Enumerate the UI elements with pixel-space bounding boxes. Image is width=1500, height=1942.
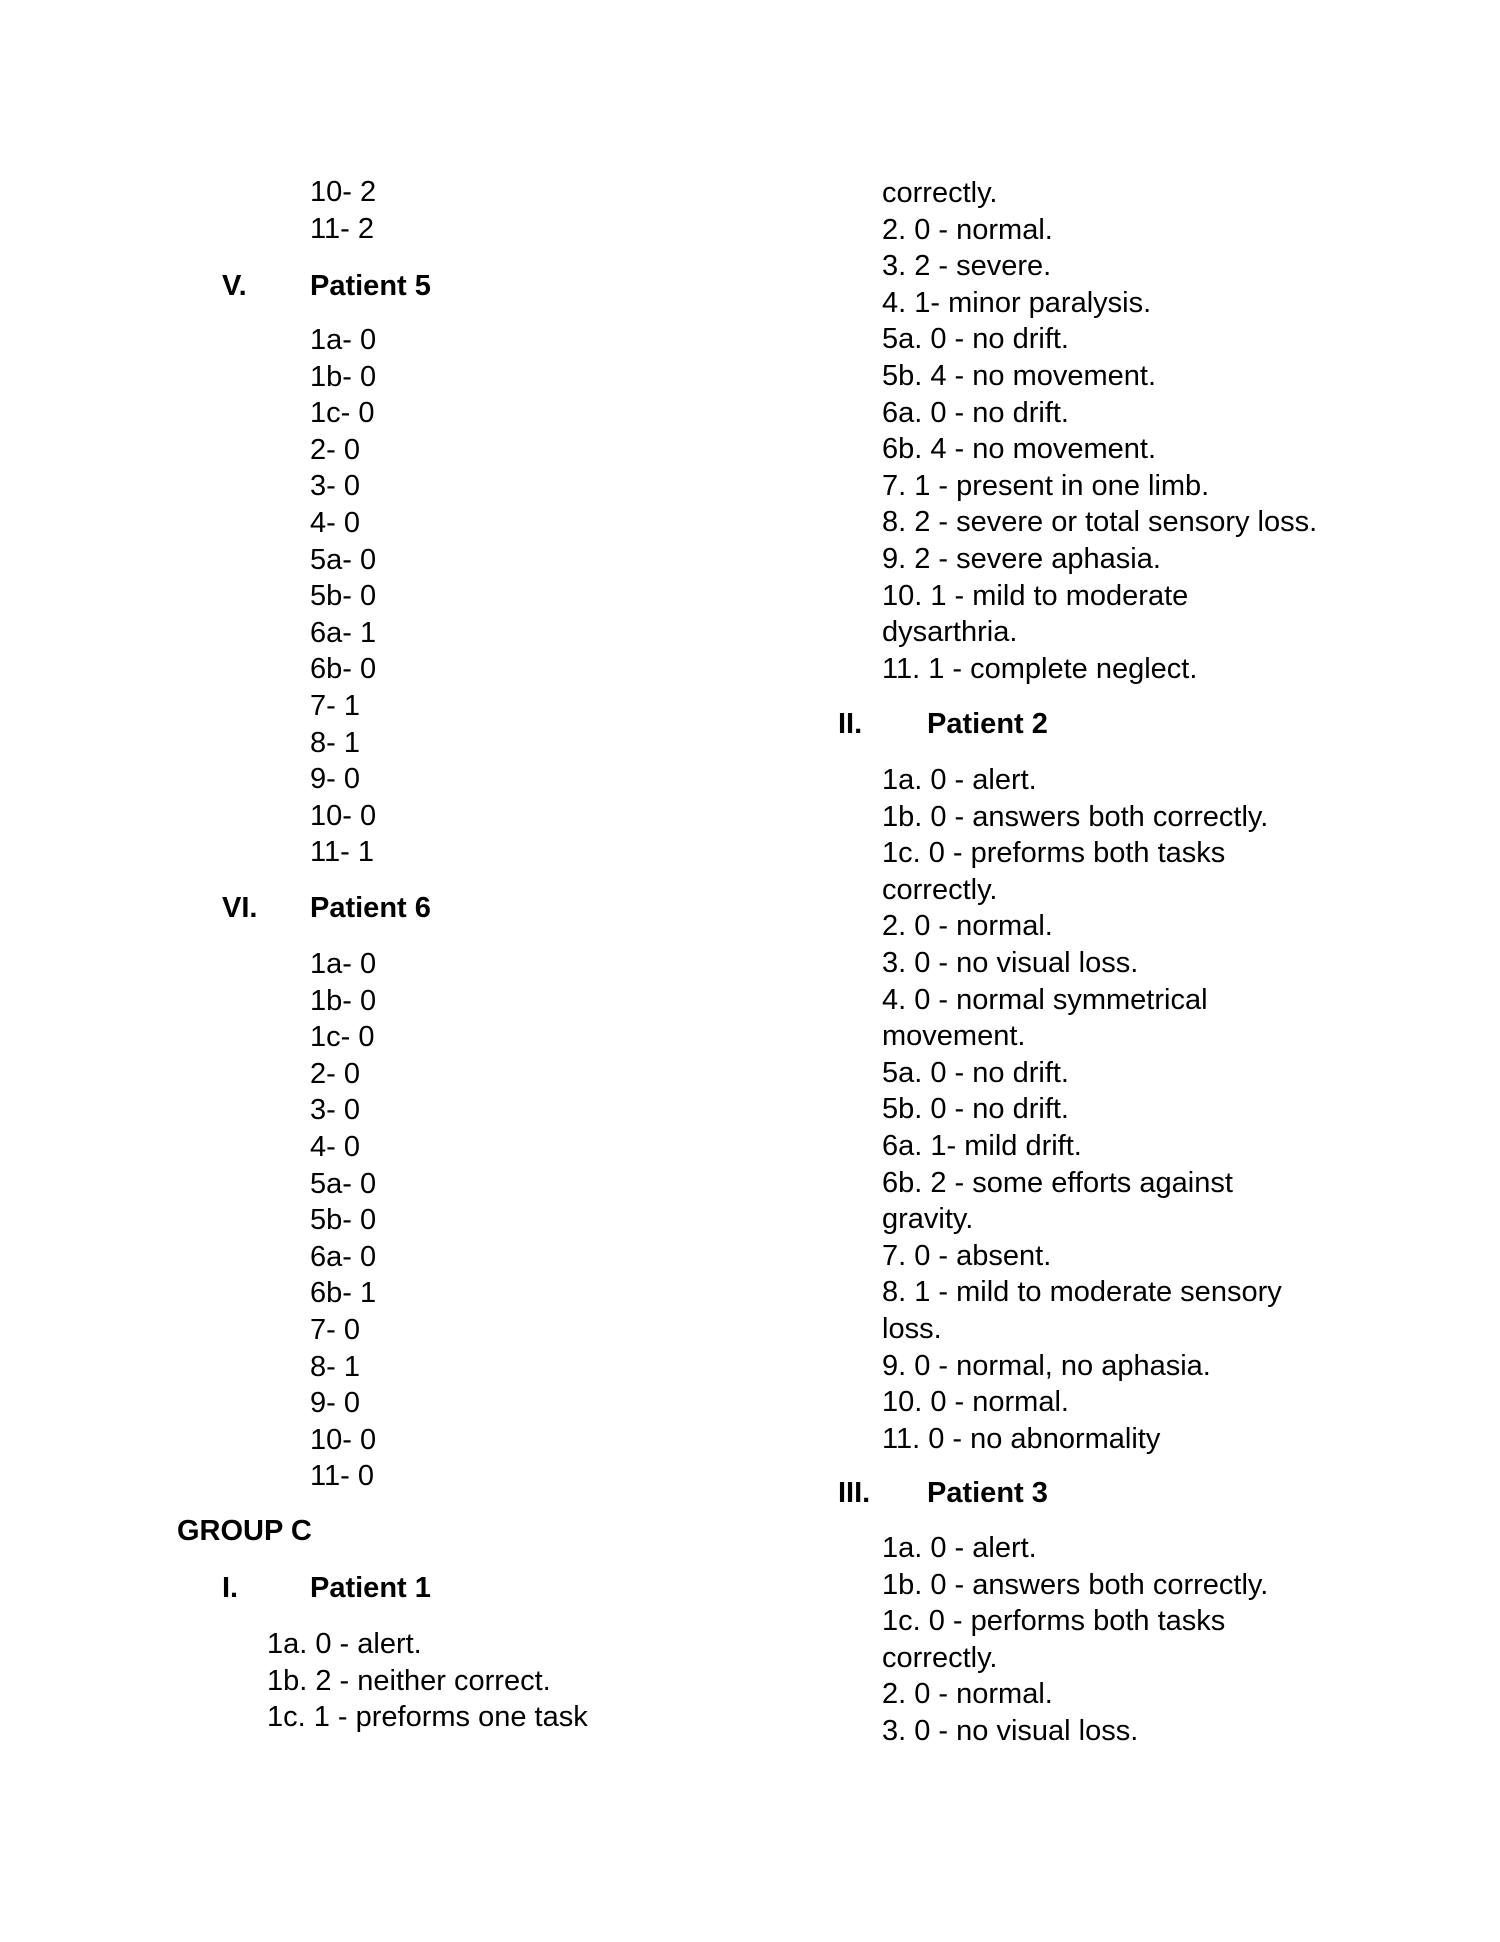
score-line: 6a. 1- mild drift.: [882, 1129, 1082, 1162]
score-item: 6a- 0: [310, 1240, 377, 1273]
score-line: correctly.: [882, 1641, 998, 1674]
section-numeral: VI.: [222, 892, 258, 924]
score-line: 1c. 0 - performs both tasks: [882, 1605, 1226, 1638]
score-item: 8- 1: [310, 726, 360, 759]
group-c-patient-2-score-list: [882, 762, 1282, 1457]
score-item: 3- 0: [310, 470, 360, 503]
score-item: 2- 0: [310, 1057, 360, 1090]
score-item: 6b- 0: [310, 653, 377, 686]
section-numeral: III.: [838, 1477, 871, 1509]
score-line: 6a. 0 - no drift.: [882, 396, 1069, 429]
score-line: 6b. 4 - no movement.: [882, 433, 1157, 466]
group-c-patient-1-score-list: [267, 1626, 588, 1736]
score-line: gravity.: [882, 1203, 974, 1236]
group-heading: GROUP C: [177, 1515, 312, 1547]
score-item: 9- 0: [310, 1387, 360, 1420]
score-item: 1b- 0: [310, 360, 377, 393]
score-line: 9. 2 - severe aphasia.: [882, 542, 1161, 575]
score-item: 11- 1: [310, 836, 374, 869]
score-line: 2. 0 - normal.: [882, 213, 1053, 246]
score-line: 4. 0 - normal symmetrical: [882, 983, 1208, 1016]
score-item: 5b- 0: [310, 1204, 377, 1237]
score-item: 7- 1: [310, 689, 360, 722]
score-line: movement.: [882, 1020, 1026, 1053]
score-line: correctly.: [882, 177, 998, 209]
score-item: 11- 0: [310, 1460, 374, 1493]
score-item: 9- 0: [310, 763, 360, 796]
score-item: 6a- 1: [310, 616, 377, 649]
score-item: 4- 0: [310, 506, 360, 539]
group-c-patient-3-score-list: [882, 1530, 1268, 1750]
score-item: 3- 0: [310, 1094, 360, 1127]
score-line: 3. 0 - no visual loss.: [882, 946, 1139, 979]
score-item: 5a- 0: [310, 543, 377, 576]
patient-5-score-list: [310, 322, 376, 871]
section-numeral: II.: [838, 708, 863, 740]
score-item: 10- 0: [310, 799, 377, 832]
patient-6-score-list: [310, 946, 376, 1495]
score-item: 10- 2: [310, 176, 377, 208]
patient-heading: Patient 1: [310, 1572, 431, 1604]
score-line: 10. 1 - mild to moderate: [882, 579, 1189, 612]
patient-heading: Patient 5: [310, 270, 431, 302]
score-line: 2. 0 - normal.: [882, 910, 1053, 943]
score-line: 1c. 1 - preforms one task: [267, 1701, 588, 1734]
score-item: 8- 1: [310, 1350, 360, 1383]
patient-heading: Patient 6: [310, 892, 431, 924]
score-line: 5b. 4 - no movement.: [882, 359, 1157, 392]
patient-heading: Patient 2: [927, 708, 1048, 740]
score-item: 7- 0: [310, 1313, 360, 1346]
patient-heading: Patient 3: [927, 1477, 1048, 1509]
score-line: 1c. 0 - preforms both tasks: [882, 837, 1226, 870]
score-line: 9. 0 - normal, no aphasia.: [882, 1349, 1211, 1382]
score-line: 3. 2 - severe.: [882, 250, 1052, 283]
score-item: 5a- 0: [310, 1167, 377, 1200]
group-c-patient-1-score-list-continued: [882, 175, 1317, 687]
score-line: dysarthria.: [882, 616, 1018, 649]
section-numeral: I.: [222, 1572, 239, 1604]
patient-4-score-list-continued: [310, 174, 376, 247]
score-line: 7. 1 - present in one limb.: [882, 469, 1210, 502]
score-item: 11- 2: [310, 212, 374, 245]
score-line: 5a. 0 - no drift.: [882, 323, 1069, 356]
score-line: 1b. 0 - answers both correctly.: [882, 1568, 1269, 1601]
score-line: correctly.: [882, 873, 998, 906]
score-line: loss.: [882, 1312, 942, 1345]
section-numeral: V.: [222, 270, 247, 302]
score-line: 5b. 0 - no drift.: [882, 1093, 1069, 1126]
score-line: 6b. 2 - some efforts against: [882, 1166, 1233, 1199]
score-item: 10- 0: [310, 1423, 377, 1456]
score-item: 1b- 0: [310, 984, 377, 1017]
score-item: 5b- 0: [310, 580, 377, 613]
score-item: 1c- 0: [310, 397, 375, 430]
score-line: 4. 1- minor paralysis.: [882, 286, 1152, 319]
score-line: 2. 0 - normal.: [882, 1678, 1053, 1711]
score-item: 1a- 0: [310, 948, 377, 980]
score-line: 1a. 0 - alert.: [882, 764, 1037, 796]
score-line: 1a. 0 - alert.: [882, 1532, 1037, 1564]
score-line: 1b. 2 - neither correct.: [267, 1664, 551, 1697]
score-line: 1b. 0 - answers both correctly.: [882, 800, 1269, 833]
score-item: 2- 0: [310, 433, 360, 466]
score-line: 8. 1 - mild to moderate sensory: [882, 1276, 1282, 1309]
score-line: 11. 0 - no abnormality: [882, 1422, 1161, 1455]
score-item: 1c- 0: [310, 1021, 375, 1054]
score-line: 10. 0 - normal.: [882, 1386, 1069, 1419]
score-line: 5a. 0 - no drift.: [882, 1056, 1069, 1089]
score-item: 4- 0: [310, 1130, 360, 1163]
score-line: 8. 2 - severe or total sensory loss.: [882, 506, 1318, 539]
score-line: 1a. 0 - alert.: [267, 1628, 422, 1660]
score-line: 7. 0 - absent.: [882, 1239, 1052, 1272]
score-item: 6b- 1: [310, 1277, 377, 1310]
score-item: 1a- 0: [310, 324, 377, 356]
score-line: 11. 1 - complete neglect.: [882, 652, 1198, 685]
score-line: 3. 0 - no visual loss.: [882, 1714, 1139, 1747]
